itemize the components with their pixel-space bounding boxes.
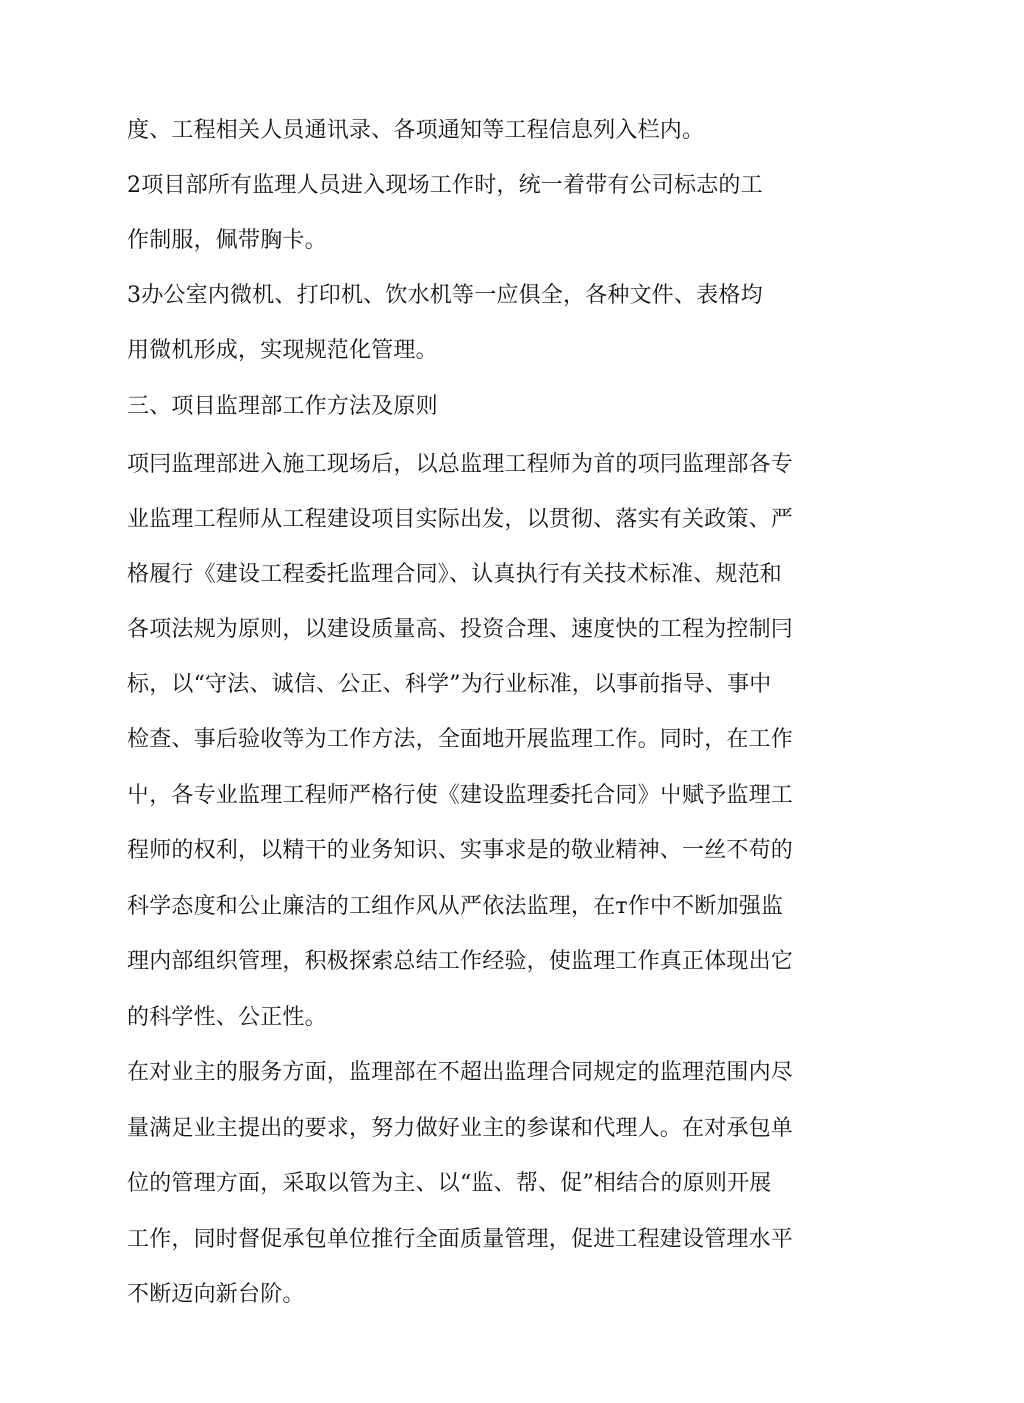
text-line-22: 不断迈向新台阶。 xyxy=(127,1282,305,1307)
text-line-1: 度、工程相关人员通讯录、各项通知等工程信息列入栏内。 xyxy=(127,118,705,143)
text-line-2: 2项目部所有监理人员进入现场工作时，统一着带有公司标志的工 xyxy=(127,173,763,198)
text-line-11: 标，以“守法、诚信、公正、科学”为行业标准，以事前指导、事中 xyxy=(127,672,772,697)
text-line-16: 理内部组织管理，积极探索总结工作经验，使监理工作真正体现出它 xyxy=(127,949,794,974)
text-line-12: 检查、事后验收等为工作方法，全面地开展监理工作。同时，在工作 xyxy=(127,727,794,752)
text-line-4: 3办公室内微机、打印机、饮水机等一应俱全，各种文件、表格均 xyxy=(127,283,763,308)
text-line-18: 在对业主的服务方面，监理部在不超出监理合同规定的监理范围内尽 xyxy=(127,1060,794,1085)
text-line-5: 用微机形成，实现规范化管理。 xyxy=(127,338,438,363)
text-line-3: 作制服，佩带胸卡。 xyxy=(127,228,327,253)
text-line-21: 工作，同时督促承包单位推行全面质量管理，促进工程建设管理水平 xyxy=(127,1227,794,1252)
text-line-14: 程师的权利，以精干的业务知识、实事求是的敬业精神、一丝不苟的 xyxy=(127,838,794,863)
section-heading: 三、项目监理部工作方法及原则 xyxy=(127,394,438,419)
text-line-7: 项冃监理部进入施工现场后，以总监理工程师为首的项冃监理部各专 xyxy=(127,452,794,477)
text-line-10: 各项法规为原则，以建设质量高、投资合理、速度快的工程为控制冃 xyxy=(127,617,794,642)
text-line-13: 屮，各专业监理工程师严格行使《建设监理委托合同》屮赋予监理工 xyxy=(127,783,794,808)
text-line-19: 量满足业主提出的要求，努力做好业主的参谋和代理人。在对承包单 xyxy=(127,1116,794,1141)
text-line-9: 格履行《建设工程委托监理合同》、认真执行有关技术标准、规范和 xyxy=(127,562,783,587)
text-line-17: 的科学性、公正性。 xyxy=(127,1005,327,1030)
text-line-8: 业监理工程师从工程建设项目实际出发，以贯彻、落实有关政策、严 xyxy=(127,507,794,532)
text-line-20: 位的管理方面，采取以管为主、以“监、帮、促”相结合的原则开展 xyxy=(127,1171,772,1196)
text-line-15: 科学态度和公止廉洁的工组作风从严依法监理，在т作中不断加强监 xyxy=(127,894,784,919)
